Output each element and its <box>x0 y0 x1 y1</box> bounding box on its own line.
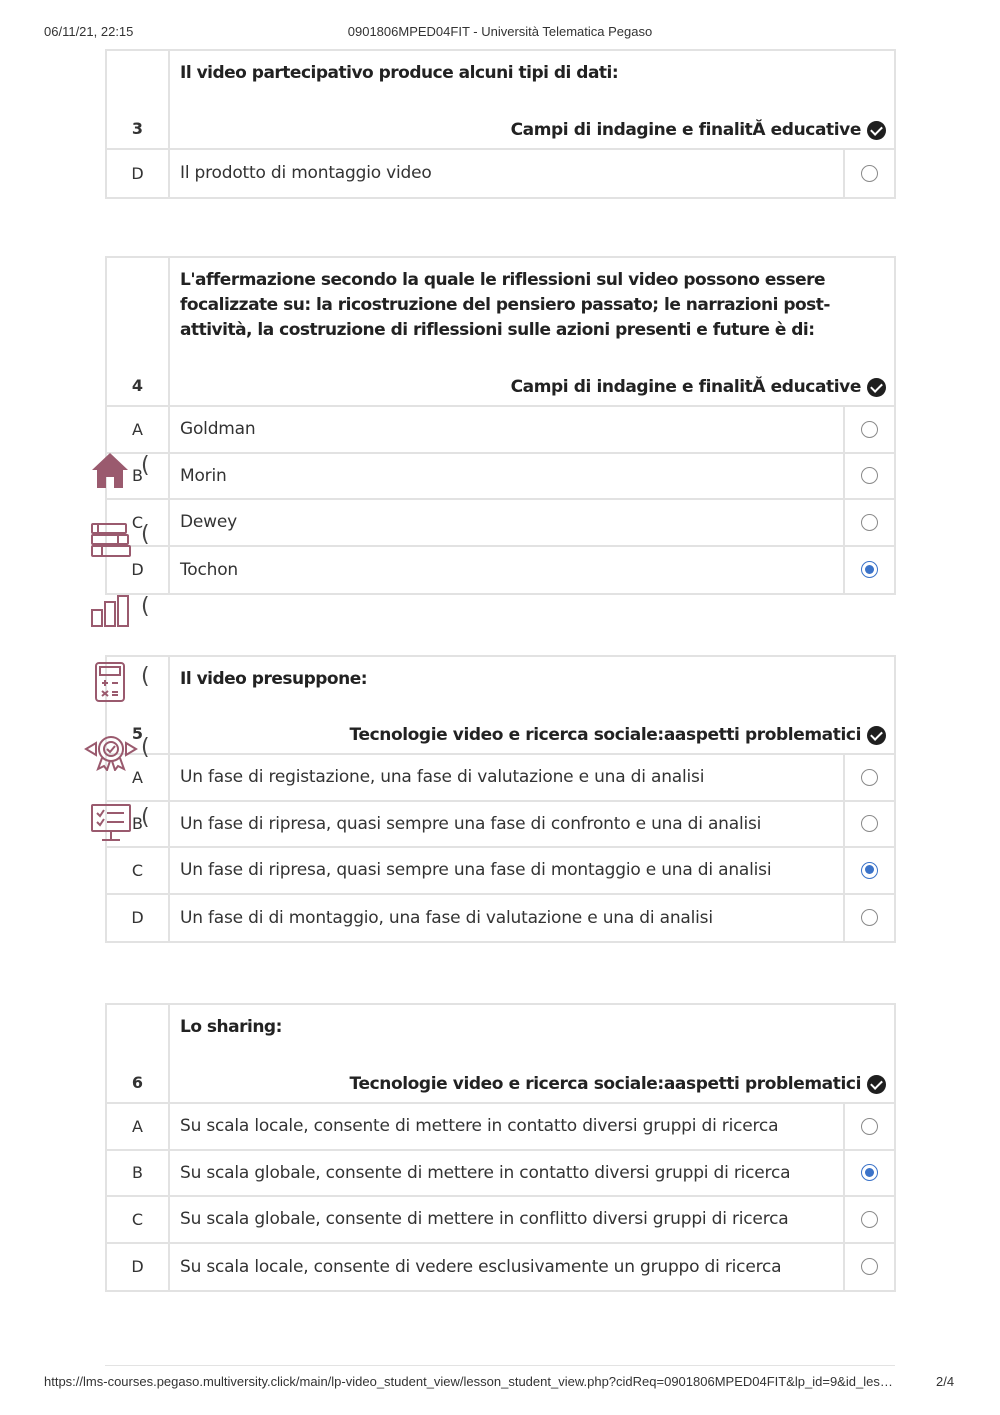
answer-letter: A <box>107 407 170 452</box>
question-block-6 <box>105 1003 896 1292</box>
side-paren: ( <box>141 664 150 689</box>
answer-row[interactable] <box>107 454 894 501</box>
answer-letter: D <box>107 150 170 197</box>
question-header <box>107 657 894 755</box>
answer-text: Su scala globale, consente di mettere in conflitto diversi gruppi di ricerca <box>170 1197 845 1242</box>
question-category-label: Tecnologie video e ricerca sociale:aaspetti problematici <box>349 1074 861 1094</box>
answer-row[interactable] <box>107 895 894 942</box>
answer-radio[interactable] <box>861 467 878 484</box>
question-header <box>107 1005 894 1104</box>
answer-row[interactable] <box>107 500 894 547</box>
certificate-icon[interactable] <box>84 733 138 776</box>
question-body <box>170 1005 894 1102</box>
answer-text: Dewey <box>170 500 845 545</box>
answer-row[interactable] <box>107 547 894 594</box>
question-text: Il video presuppone: <box>180 669 368 689</box>
answer-row[interactable] <box>107 1104 894 1151</box>
answer-letter: C <box>107 500 170 545</box>
monitor-icon[interactable] <box>90 803 132 848</box>
side-paren: ( <box>141 805 150 830</box>
answer-radio[interactable] <box>861 769 878 786</box>
answer-radio[interactable] <box>861 1118 878 1135</box>
answer-letter: C <box>107 1197 170 1242</box>
answer-text: Su scala globale, consente di mettere in contatto diversi gruppi di ricerca <box>170 1151 845 1196</box>
question-category-label: Campi di indagine e finalitĂ educative <box>510 377 861 397</box>
question-body <box>170 258 894 405</box>
answer-letter: A <box>107 1104 170 1149</box>
answer-text: Un fase di ripresa, quasi sempre una fase di confronto e una di analisi <box>170 802 845 847</box>
answer-letter: D <box>107 1244 170 1291</box>
stats-icon[interactable] <box>90 594 132 633</box>
question-header <box>107 51 894 150</box>
side-paren: ( <box>141 594 150 619</box>
question-body <box>170 51 894 148</box>
answer-text: Un fase di ripresa, quasi sempre una fase di montaggio e una di analisi <box>170 848 845 893</box>
answer-radio[interactable] <box>861 514 878 531</box>
question-number: 4 <box>107 258 170 405</box>
answer-text: Un fase di di montaggio, una fase di valutazione e una di analisi <box>170 895 845 942</box>
answer-letter: D <box>107 547 170 594</box>
answer-radio[interactable] <box>861 909 878 926</box>
question-category <box>350 1074 887 1094</box>
answer-text: Un fase di registazione, una fase di valutazione e una di analisi <box>170 755 845 800</box>
print-header-title: 0901806MPED04FIT - Università Telematica Pegaso <box>347 24 653 39</box>
answer-radio[interactable] <box>861 421 878 438</box>
print-footer-page: 2/4 <box>936 1374 955 1389</box>
question-category-label: Campi di indagine e finalitĂ educative <box>510 120 861 140</box>
answer-row[interactable] <box>107 407 894 454</box>
question-block-4 <box>105 256 896 595</box>
answer-letter: D <box>107 895 170 942</box>
answer-letter: B <box>107 454 170 499</box>
answer-radio[interactable] <box>861 1211 878 1228</box>
check-circle-icon <box>867 378 886 397</box>
check-circle-icon <box>867 726 886 745</box>
answer-text: Morin <box>170 454 845 499</box>
question-number: 6 <box>107 1005 170 1102</box>
books-icon[interactable] <box>90 522 132 563</box>
answer-row[interactable] <box>107 848 894 895</box>
answer-row[interactable] <box>107 150 894 197</box>
answer-radio[interactable] <box>861 1258 878 1275</box>
answer-radio-selected[interactable] <box>861 561 878 578</box>
question-number: 5 <box>107 657 170 753</box>
question-category <box>511 120 886 140</box>
question-block-5 <box>105 655 896 943</box>
question-category <box>350 725 887 745</box>
answer-radio-selected[interactable] <box>861 862 878 879</box>
question-header <box>107 258 894 407</box>
check-circle-icon <box>867 1075 886 1094</box>
question-category <box>511 377 886 397</box>
question-number: 3 <box>107 51 170 148</box>
question-body <box>170 657 894 753</box>
answer-letter: B <box>107 1151 170 1196</box>
answer-row[interactable] <box>107 1244 894 1291</box>
calculator-icon[interactable] <box>94 661 126 708</box>
home-icon[interactable] <box>90 451 130 494</box>
print-footer-url: https://lms-courses.pegaso.multiversity.click/main/lp-video_student_view/lesson_student_view.php?cidReq=0901806MPED04FIT&lp_id=9&id_les… <box>44 1374 893 1389</box>
side-paren: ( <box>141 735 150 760</box>
side-paren: ( <box>141 453 150 478</box>
answer-letter: B <box>107 802 170 847</box>
answer-row[interactable] <box>107 755 894 802</box>
answer-row[interactable] <box>107 1197 894 1244</box>
question-block-3 <box>105 49 896 199</box>
answer-text: Tochon <box>170 547 845 594</box>
answer-radio-selected[interactable] <box>861 1164 878 1181</box>
print-header-datetime: 06/11/21, 22:15 <box>44 24 134 39</box>
answer-letter: C <box>107 848 170 893</box>
question-text: Lo sharing: <box>180 1017 282 1037</box>
check-circle-icon <box>867 121 886 140</box>
answer-radio[interactable] <box>861 165 878 182</box>
footer-divider <box>105 1365 895 1366</box>
answer-row[interactable] <box>107 1151 894 1198</box>
question-text: L'affermazione secondo la quale le riflessioni sul video possono essere focalizzate su: la ricostruzione del pensiero passato; le narrazioni post-attività, la costruzione di riflessioni sulle azioni presenti e future è di: <box>180 270 830 340</box>
answer-letter: A <box>107 755 170 800</box>
answer-text: Su scala locale, consente di mettere in contatto diversi gruppi di ricerca <box>170 1104 845 1149</box>
question-text: Il video partecipativo produce alcuni tipi di dati: <box>180 63 619 83</box>
side-paren: ( <box>141 522 150 547</box>
question-category-label: Tecnologie video e ricerca sociale:aaspetti problematici <box>349 725 861 745</box>
answer-radio[interactable] <box>861 815 878 832</box>
answer-row[interactable] <box>107 802 894 849</box>
answer-text: Su scala locale, consente di vedere esclusivamente un gruppo di ricerca <box>170 1244 845 1291</box>
answer-text: Goldman <box>170 407 845 452</box>
answer-text: Il prodotto di montaggio video <box>170 150 845 197</box>
